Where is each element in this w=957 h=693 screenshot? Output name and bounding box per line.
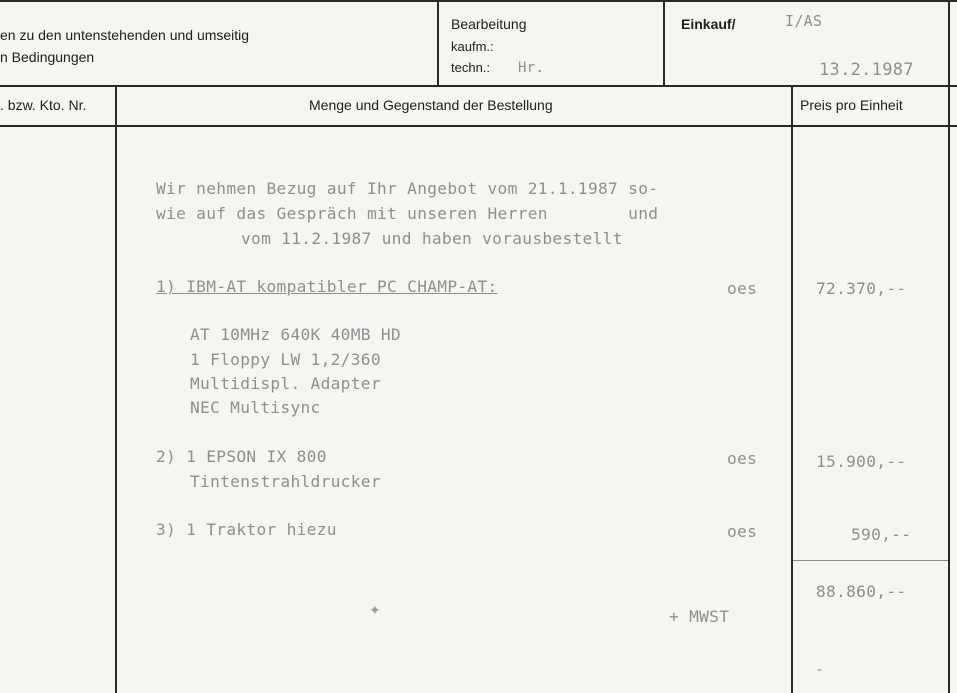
item-3-title: 3) 1 Traktor hiezu <box>156 520 337 539</box>
header-divider-1 <box>437 0 439 85</box>
item-3-unit: oes <box>727 522 758 541</box>
header-top-rule <box>0 0 957 2</box>
item-2-title: 2) 1 EPSON IX 800 <box>156 447 327 466</box>
purchasing-label: Einkauf/ <box>681 16 736 32</box>
intro-line-1: Wir nehmen Bezug auf Ihr Angebot vom 21.1.1987 so- <box>156 179 659 198</box>
column-header-unit-price: Preis pro Einheit <box>800 97 903 113</box>
item-1-detail-4: NEC Multisync <box>190 398 321 417</box>
item-1-price: 72.370,-- <box>816 279 907 298</box>
purchasing-code: I/AS <box>785 12 823 30</box>
order-total: 88.860,-- <box>816 582 907 601</box>
header-bottom-rule <box>0 85 957 87</box>
item-1-detail-2: 1 Floppy LW 1,2/360 <box>190 350 381 369</box>
header-divider-2 <box>663 0 665 85</box>
item-3-price: 590,-- <box>851 525 912 544</box>
technical-value: Hr. <box>518 60 545 76</box>
item-2-price: 15.900,-- <box>816 452 907 471</box>
item-1-detail-1: AT 10MHz 640K 40MB HD <box>190 325 401 344</box>
header-divider-3 <box>948 0 950 693</box>
item-2-unit: oes <box>727 449 758 468</box>
processing-label: Bearbeitung <box>451 16 527 32</box>
commercial-label: kaufm.: <box>451 39 494 54</box>
technical-label: techn.: <box>451 60 491 75</box>
ink-mark: ✦ <box>369 603 381 619</box>
column-header-account: . bzw. Kto. Nr. <box>0 97 87 113</box>
conditions-line-1: en zu den untenstehenden und umseitig <box>0 27 250 43</box>
intro-line-2: wie auf das Gespräch mit unseren Herren und <box>156 204 659 223</box>
column-header-description: Menge und Gegenstand der Bestellung <box>309 97 553 113</box>
vat-note: + MWST <box>669 607 730 626</box>
item-2-detail-1: Tintenstrahldrucker <box>190 472 381 491</box>
item-1-unit: oes <box>727 279 758 298</box>
item-1-title: 1) IBM-AT kompatibler PC CHAMP-AT: <box>156 277 498 296</box>
intro-line-3: vom 11.2.1987 und haben vorausbestellt <box>241 229 623 248</box>
column-divider-price <box>791 85 793 693</box>
dash-mark: - <box>817 662 823 678</box>
item-1-detail-3: Multidispl. Adapter <box>190 374 381 393</box>
column-header-bottom-rule <box>0 125 957 127</box>
subtotal-rule <box>793 560 948 561</box>
conditions-line-2: n Bedingungen <box>0 49 95 65</box>
column-divider-account <box>115 85 117 693</box>
order-date: 13.2.1987 <box>819 60 914 80</box>
